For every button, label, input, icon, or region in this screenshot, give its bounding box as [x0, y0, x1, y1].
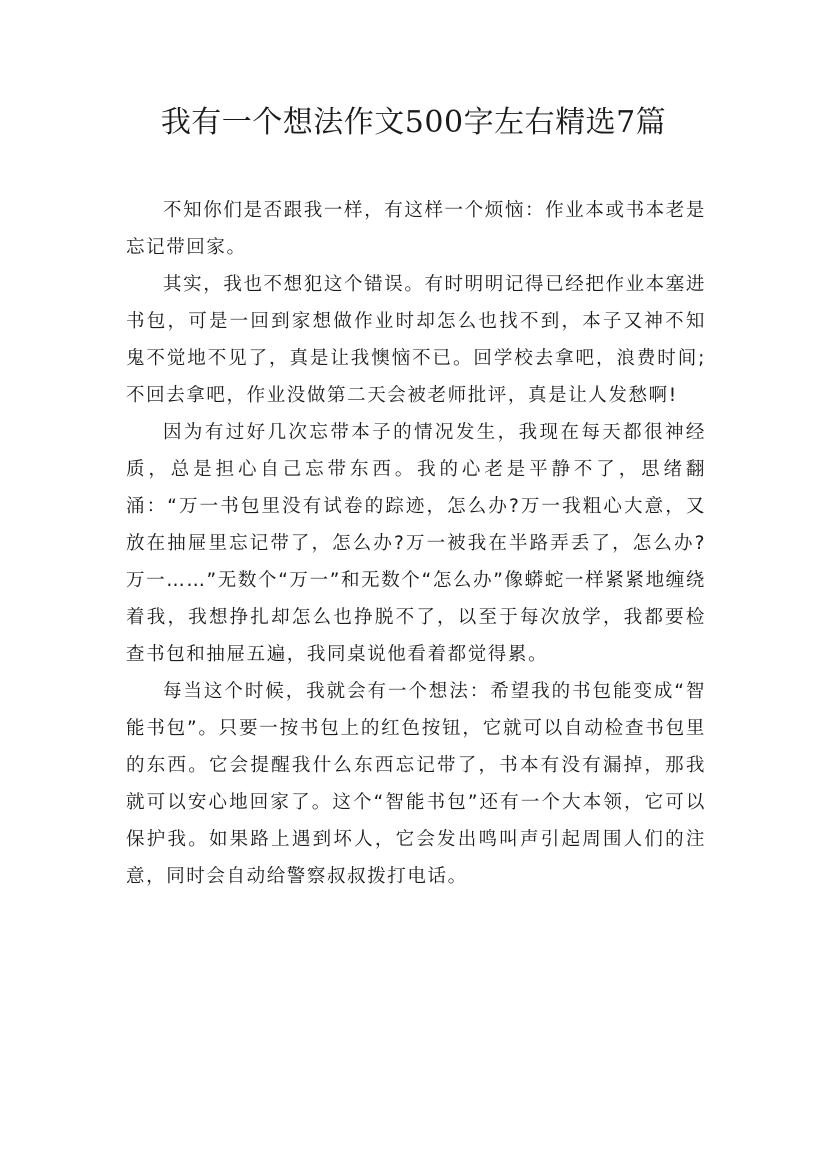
paragraph-2: 其实，我也不想犯这个错误。有时明明记得已经把作业本塞进书包，可是一回到家想做作业时却怎么也找不到，本子又神不知鬼不觉地不见了，真是让我懊恼不已。回学校去拿吧，浪费时间;不回去拿吧，作业没做第二天会被老师批评，真是让人发愁啊! — [126, 274, 706, 406]
paragraph-1: 不知你们是否跟我一样，有这样一个烦恼：作业本或书本老是忘记带回家。 — [126, 200, 706, 258]
document-body — [126, 192, 706, 895]
paragraph-3: 因为有过好几次忘带本子的情况发生，我现在每天都很神经质，总是担心自己忘带东西。我的心老是平静不了，思绪翻涌：“万一书包里没有试卷的踪迹，怎么办?万一我粗心大意，又放在抽屉里忘记带了，怎么办?万一被我在半路弄丢了，怎么办?万一……”无数个“万一”和无数个“怎么办”像蟒蛇一样紧紧地缠绕着我，我想挣扎却怎么也挣脱不了，以至于每次放学，我都要检查书包和抽屉五遍，我同桌说他看着都觉得累。 — [126, 422, 706, 665]
paragraph-4: 每当这个时候，我就会有一个想法：希望我的书包能变成“智能书包”。只要一按书包上的红色按钮，它就可以自动检查书包里的东西。它会提醒我什么东西忘记带了，书本有没有漏掉，那我就可以安心地回家了。这个“智能书包”还有一个大本领，它可以保护我。如果路上遇到坏人，它会发出鸣叫声引起周围人们的注意，同时会自动给警察叔叔拨打电话。 — [126, 681, 706, 887]
document-title: 我有一个想法作文500字左右精选7篇 — [160, 105, 667, 140]
